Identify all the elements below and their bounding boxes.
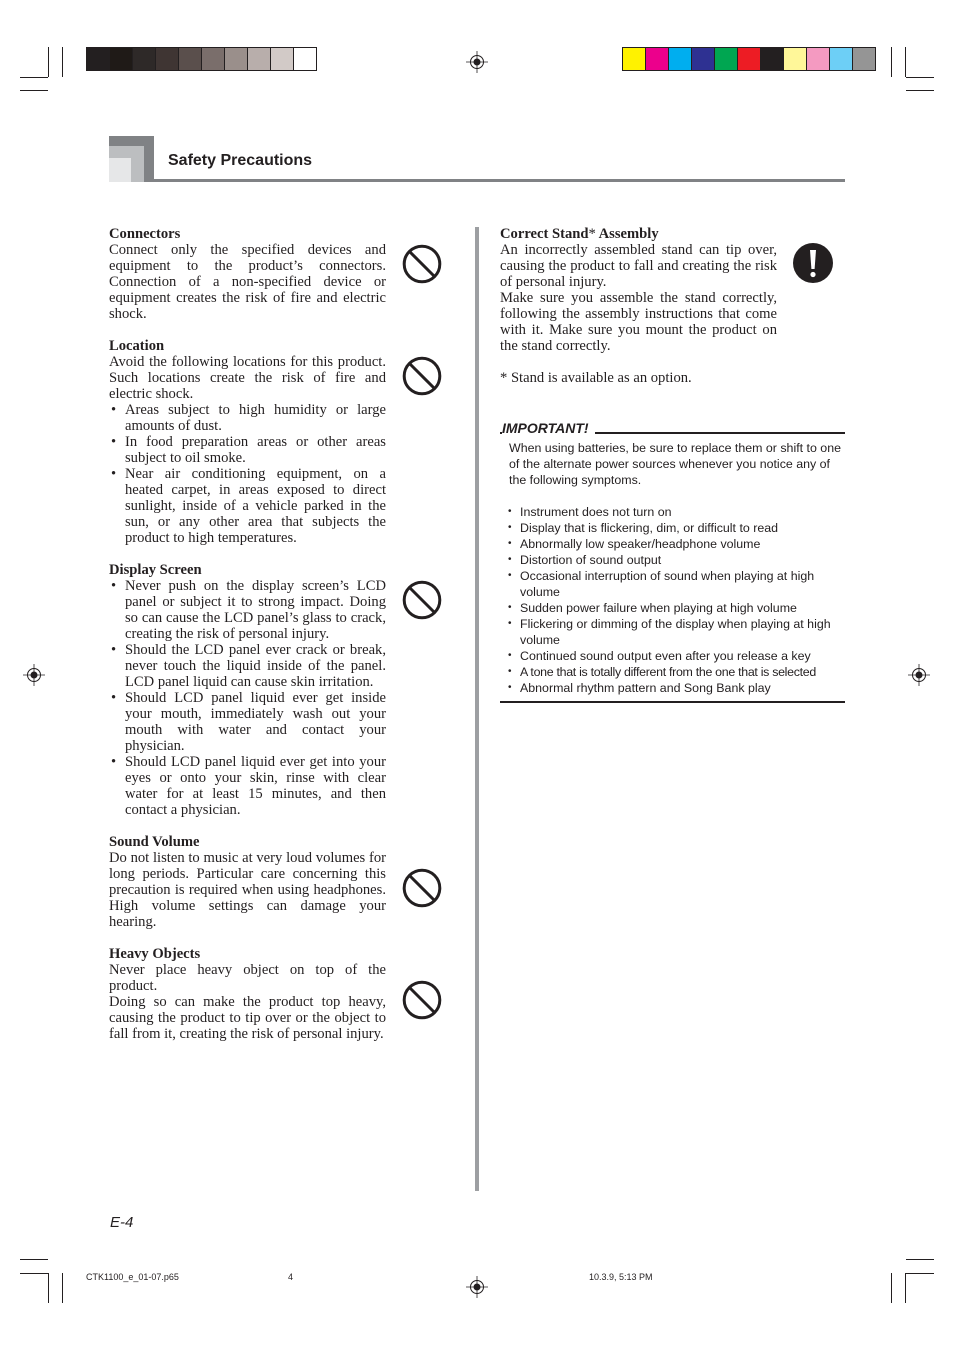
gray-swatch [225, 48, 248, 70]
color-swatch [853, 48, 875, 70]
gray-swatch [87, 48, 110, 70]
location-title: Location [109, 338, 165, 354]
page-number: E-4 [110, 1214, 134, 1231]
important-title: IMPORTANT! [502, 420, 595, 436]
list-item: • Never push on the display screen’s LCD panel or subject it to strong impact. Doing so can cause the LCD panel’s glass to crack, creating the risk of personal injury. [109, 578, 386, 642]
prohibition-icon [402, 868, 442, 908]
list-item: • Continued sound output even after you release a key [509, 648, 841, 664]
gray-swatch [294, 48, 316, 70]
left-column [109, 226, 386, 1042]
list-item: • Should LCD panel liquid ever get into your eyes or onto your skin, rinse with clear water for at least 15 minutes, and then contact a physician. [109, 754, 386, 818]
registration-mark-top-icon [466, 51, 488, 73]
color-swatch [807, 48, 830, 70]
list-item: • Abnormally low speaker/headphone volume [509, 536, 841, 552]
process-color-bar [622, 47, 876, 71]
gray-swatch [110, 48, 133, 70]
registration-mark-right-icon [908, 664, 930, 686]
sound-volume-body: Do not listen to music at very loud volumes for long periods. Particular care concerning this precaution is required when using headphones. High volume settings can damage your hearing. [109, 850, 386, 930]
display-screen-list [109, 578, 386, 818]
gray-swatch [133, 48, 156, 70]
footer-timestamp: 10.3.9, 5:13 PM [589, 1272, 653, 1282]
important-body [509, 440, 841, 696]
color-swatch [738, 48, 761, 70]
list-item: • Abnormal rhythm pattern and Song Bank play [509, 680, 841, 696]
column-divider [475, 227, 479, 1191]
list-item: • Distortion of sound output [509, 552, 841, 568]
list-item: • Display that is flickering, dim, or difficult to read [509, 520, 841, 536]
important-bottom-rule [500, 701, 845, 703]
list-item: • Areas subject to high humidity or large amounts of dust. [109, 402, 386, 434]
list-item: • Should the LCD panel ever crack or break, never touch the liquid inside of the panel. LCD panel liquid can cause skin irritation. [109, 642, 386, 690]
stand-note: * Stand is available as an option. [500, 370, 692, 386]
color-swatch [646, 48, 669, 70]
footer-sheet-number: 4 [288, 1272, 294, 1282]
list-item: • Should LCD panel liquid ever get inside your mouth, immediately wash out your mouth with water and contact your physician. [109, 690, 386, 754]
list-item: • Instrument does not turn on [509, 504, 841, 520]
color-swatch [830, 48, 853, 70]
right-column [500, 226, 777, 386]
connectors-body: Connect only the specified devices and equipment to the product’s connectors. Connection of a non-specified device or equipment creates the risk of fire and electric shock. [109, 242, 386, 322]
section-title: Safety Precautions [168, 152, 313, 169]
stand-body-2: Make sure you assemble the stand correctly, following the assembly instructions that come with it. Make sure you mount the product on the stand correctly. [500, 290, 777, 354]
stand-title-text-2: Assembly [595, 226, 659, 242]
location-list [109, 402, 386, 546]
prohibition-icon [402, 356, 442, 396]
stand-body-1: An incorrectly assembled stand can tip over, causing the product to fall and creating the risk of personal injury. [500, 242, 777, 290]
location-body: Avoid the following locations for this product. Such locations create the risk of fire and electric shock. [109, 354, 386, 402]
color-swatch [692, 48, 715, 70]
display-screen-title: Display Screen [109, 562, 202, 578]
sound-volume-title: Sound Volume [109, 834, 200, 850]
header-tab-graphic [109, 136, 154, 182]
important-intro: When using batteries, be sure to replace them or shift to one of the alternate power sources whenever you notice any of the following symptoms. [509, 441, 841, 487]
gray-swatch [156, 48, 179, 70]
stand-title-text: Correct Stand [500, 226, 589, 242]
grayscale-color-bar [86, 47, 317, 71]
header-rule [154, 179, 845, 182]
list-item: • In food preparation areas or other areas subject to oil smoke. [109, 434, 386, 466]
gray-swatch [202, 48, 225, 70]
prohibition-icon [402, 980, 442, 1020]
heavy-objects-body-2: Doing so can make the product top heavy, causing the product to tip over or the object to fall from it, creating the risk of personal injury. [109, 994, 386, 1042]
list-item: • A tone that is totally different from the one that is selected [509, 664, 841, 680]
color-swatch [784, 48, 807, 70]
color-swatch [623, 48, 646, 70]
gray-swatch [179, 48, 202, 70]
stand-title [500, 226, 777, 242]
prohibition-icon [402, 580, 442, 620]
prohibition-icon [402, 244, 442, 284]
color-swatch [669, 48, 692, 70]
gray-swatch [248, 48, 271, 70]
registration-mark-bottom-icon [466, 1276, 488, 1298]
list-item: • Near air conditioning equipment, on a heated carpet, in areas exposed to direct sunlight, inside of a vehicle parked in the sun, or any other area that subjects the product to high temperatures. [109, 466, 386, 546]
caution-exclamation-icon [793, 243, 833, 283]
list-item: • Sudden power failure when playing at high volume [509, 600, 841, 616]
gray-swatch [271, 48, 294, 70]
color-swatch [715, 48, 738, 70]
registration-mark-left-icon [23, 664, 45, 686]
stand-title-asterisk: * [588, 226, 596, 242]
heavy-objects-title: Heavy Objects [109, 946, 201, 962]
list-item: • Flickering or dimming of the display when playing at high volume [509, 616, 841, 648]
color-swatch [761, 48, 784, 70]
connectors-title: Connectors [109, 226, 181, 242]
heavy-objects-body-1: Never place heavy object on top of the product. [109, 962, 386, 994]
footer-file-name: CTK1100_e_01-07.p65 [86, 1272, 179, 1282]
list-item: • Occasional interruption of sound when playing at high volume [509, 568, 841, 600]
symptom-list [509, 504, 841, 696]
